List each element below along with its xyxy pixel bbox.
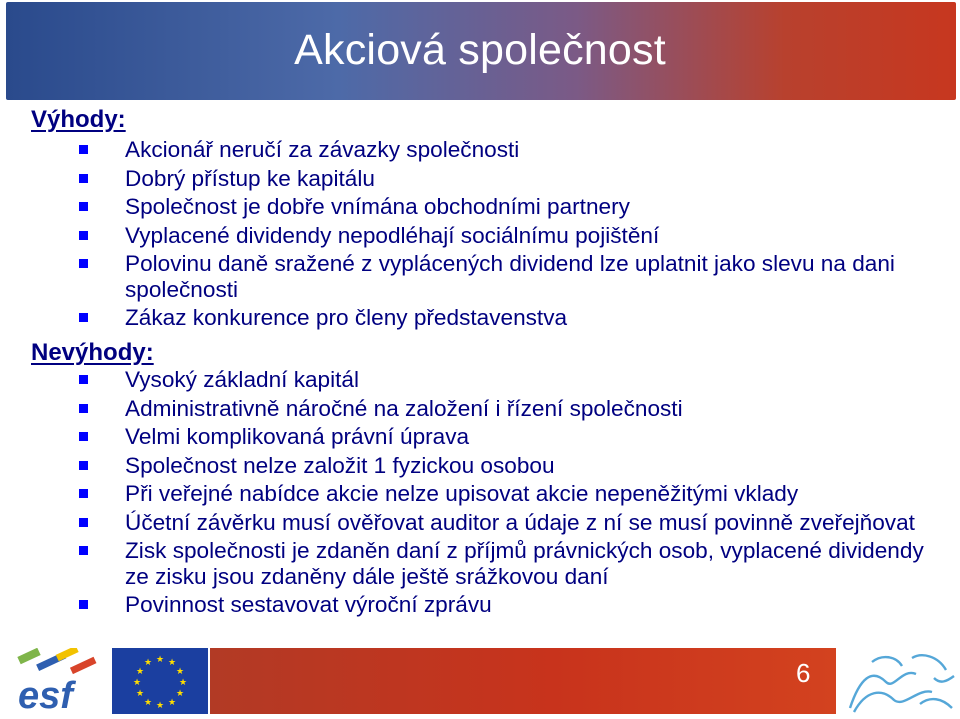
svg-text:esf: esf xyxy=(18,675,73,714)
svg-text:★: ★ xyxy=(135,667,145,677)
list-item: Účetní závěrku musí ověřovat auditor a údaje z ní se musí povinně zveřejňovat xyxy=(0,510,960,536)
disadvantages-list xyxy=(0,367,960,618)
svg-text:★: ★ xyxy=(132,678,142,688)
svg-text:★: ★ xyxy=(178,678,188,688)
list-item: Povinnost sestavovat výroční zprávu xyxy=(0,592,960,618)
svg-text:★: ★ xyxy=(155,655,165,665)
list-item: Administrativně náročné na založení i řízení společnosti xyxy=(0,396,960,422)
square-bullet-icon xyxy=(79,259,88,268)
square-bullet-icon xyxy=(79,518,88,527)
advantages-list xyxy=(0,137,960,331)
list-item: Dobrý přístup ke kapitálu xyxy=(0,166,960,192)
square-bullet-icon xyxy=(79,231,88,240)
svg-text:★: ★ xyxy=(167,658,177,668)
square-bullet-icon xyxy=(79,313,88,322)
list-item: Zákaz konkurence pro členy představenstva xyxy=(0,305,960,331)
svg-text:★: ★ xyxy=(143,658,153,668)
advantages-heading: Výhody: xyxy=(31,106,126,133)
list-item: Akcionář neručí za závazky společnosti xyxy=(0,137,960,163)
svg-text:★: ★ xyxy=(175,667,185,677)
eu-flag-logo xyxy=(112,648,208,714)
square-bullet-icon xyxy=(79,461,88,470)
svg-text:★: ★ xyxy=(155,701,165,711)
square-bullet-icon xyxy=(79,600,88,609)
list-item: Velmi komplikovaná právní úprava xyxy=(0,424,960,450)
square-bullet-icon xyxy=(79,375,88,384)
list-item: Vysoký základní kapitál xyxy=(0,367,960,393)
list-item: Zisk společnosti je zdaněn daní z příjmů právnických osob, vyplacené dividendy ze zisku jsou zdaněny dále ještě srážkovou daní xyxy=(0,538,960,589)
footer-bar xyxy=(210,648,836,714)
svg-text:★: ★ xyxy=(167,698,177,708)
list-item: Společnost je dobře vnímána obchodními partnery xyxy=(0,194,960,220)
svg-text:★: ★ xyxy=(175,689,185,699)
square-bullet-icon xyxy=(79,546,88,555)
square-bullet-icon xyxy=(79,202,88,211)
page-number: 6 xyxy=(796,658,811,688)
list-item: Vyplacené dividendy nepodléhají sociálnímu pojištění xyxy=(0,223,960,249)
list-item: Při veřejné nabídce akcie nelze upisovat akcie nepeněžitými vklady xyxy=(0,481,960,507)
square-bullet-icon xyxy=(79,432,88,441)
square-bullet-icon xyxy=(79,145,88,154)
square-bullet-icon xyxy=(79,489,88,498)
svg-text:★: ★ xyxy=(143,698,153,708)
disadvantages-heading: Nevýhody: xyxy=(31,339,154,366)
svg-text:★: ★ xyxy=(135,689,145,699)
esf-logo xyxy=(12,648,108,714)
list-item: Polovinu daně sražené z vyplácených dividend lze uplatnit jako slevu na dani společnosti xyxy=(0,251,960,302)
list-item: Společnost nelze založit 1 fyzickou osobou xyxy=(0,453,960,479)
square-bullet-icon xyxy=(79,404,88,413)
ministry-logo xyxy=(842,648,958,714)
slide-title: Akciová společnost xyxy=(294,26,666,74)
square-bullet-icon xyxy=(79,174,88,183)
